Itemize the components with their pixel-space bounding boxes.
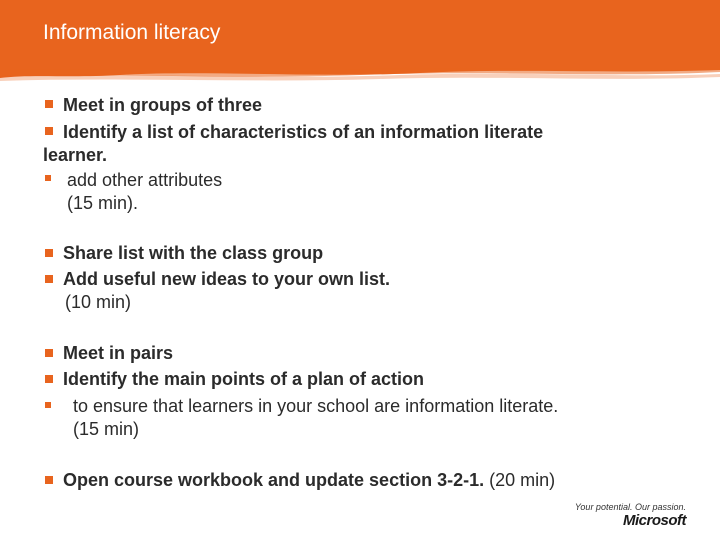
list-item-text: Open course workbook and update section 3-2-1. [63,470,485,490]
square-bullet-icon [45,349,53,357]
sub-list-item: to ensure that learners in your school are information literate. [73,396,559,416]
time-note: (10 min) [65,292,132,312]
sub-list-item: add other attributes [67,170,223,190]
slide-title: Information literacy [43,21,221,44]
list-item: Identify a list of characteristics of an information literate [63,122,544,142]
list-item: Add useful new ideas to your own list. [63,269,391,289]
square-bullet-icon [45,476,53,484]
square-bullet-icon [45,249,53,257]
square-bullet-icon [45,100,53,108]
list-item: Meet in groups of three [63,95,263,115]
microsoft-logo: Microsoft [623,512,686,529]
square-bullet-icon [45,375,53,383]
sub-bullet-icon [45,175,51,181]
list-item: Identify the main points of a plan of action [63,369,425,389]
list-item-continuation: learner. [43,145,108,165]
square-bullet-icon [45,275,53,283]
time-note: (15 min). [67,193,139,213]
sub-bullet-icon [45,402,51,408]
time-note: (15 min) [73,419,140,439]
square-bullet-icon [45,127,53,135]
footer-tagline: Your potential. Our passion. [574,502,686,512]
list-item: Meet in pairs [63,343,174,363]
list-item [63,470,555,490]
list-item: Share list with the class group [63,243,324,263]
time-note: (20 min) [489,470,556,490]
